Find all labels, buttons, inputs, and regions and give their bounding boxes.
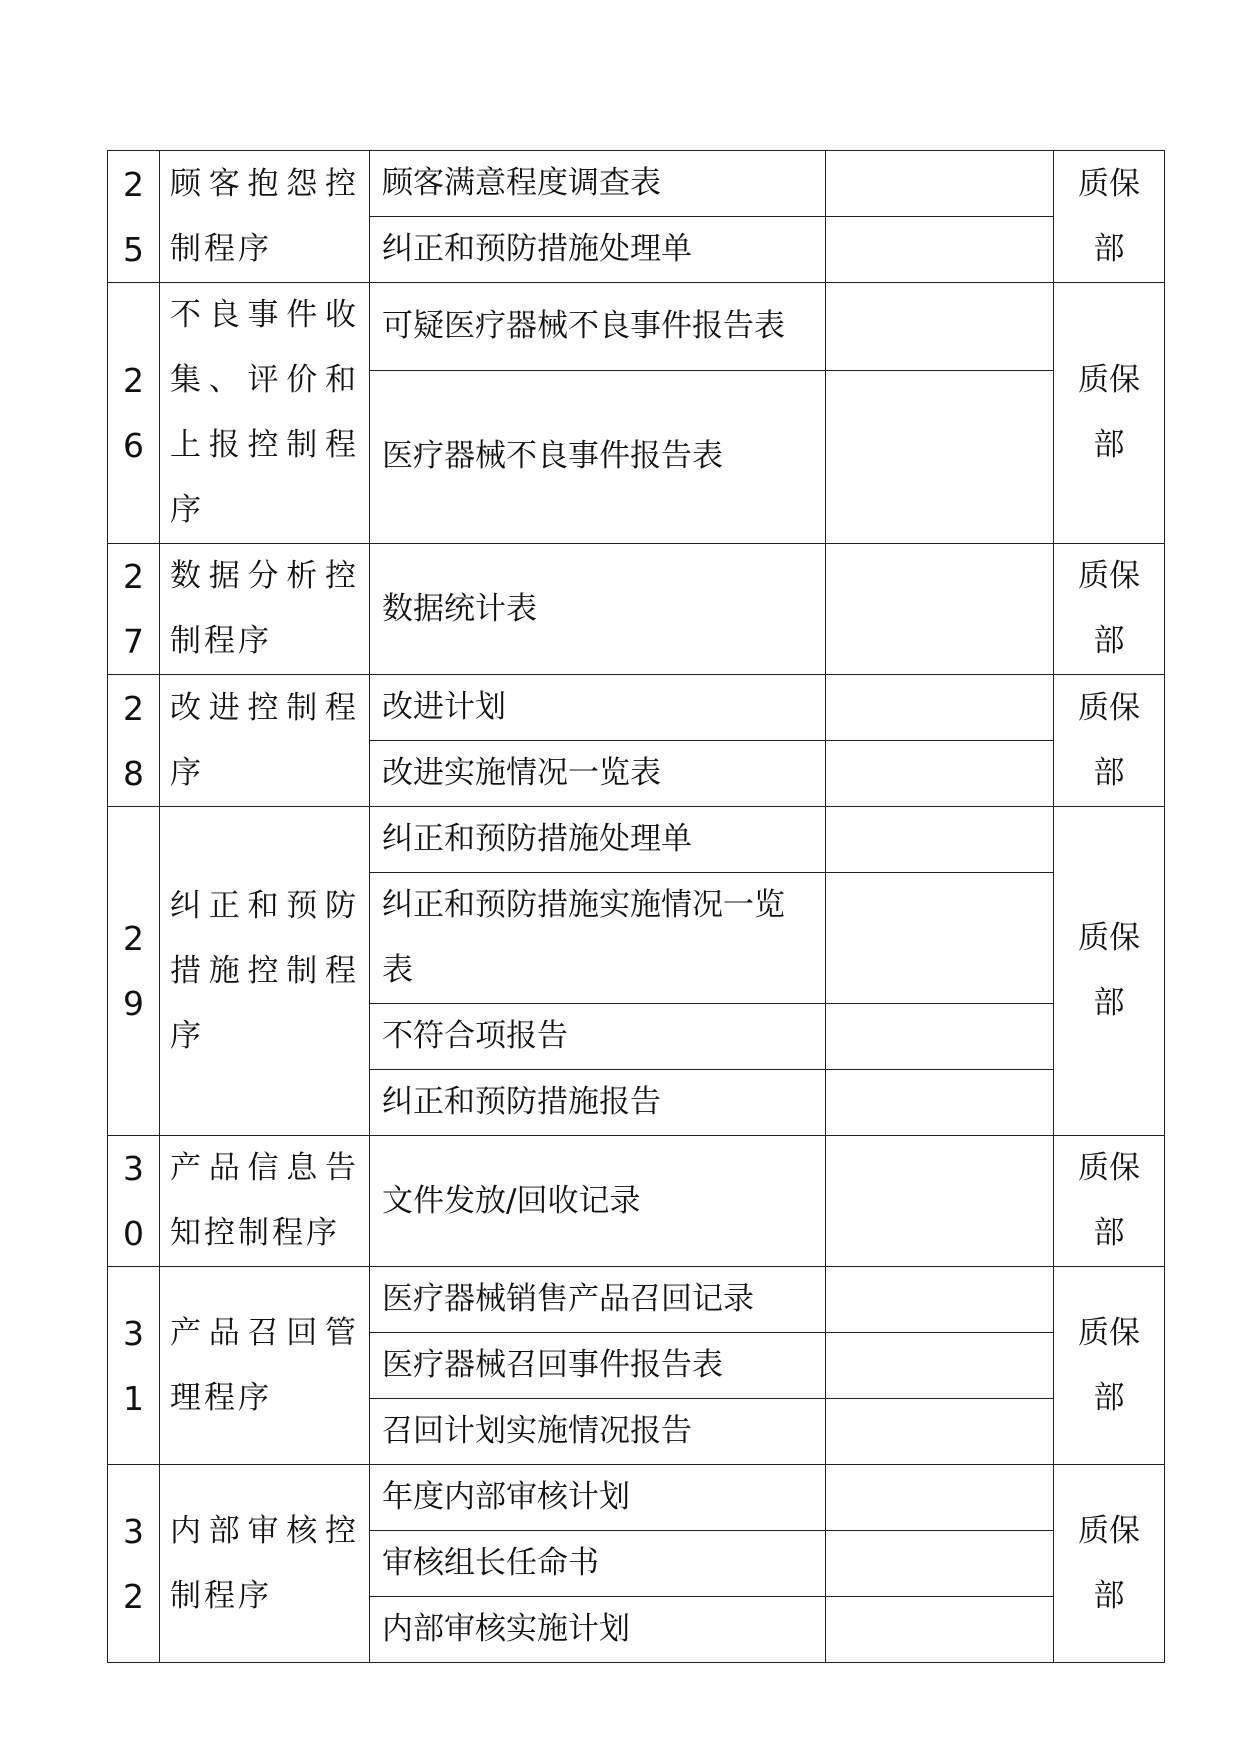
blank-cell: [826, 873, 1054, 1004]
form-name: 召回计划实施情况报告: [370, 1399, 826, 1465]
blank-cell: [826, 1399, 1054, 1465]
blank-cell: [826, 1004, 1054, 1070]
form-name: 改进实施情况一览表: [370, 741, 826, 807]
table-row: [108, 544, 1165, 675]
form-name: 纠正和预防措施报告: [370, 1070, 826, 1136]
item-number: 2 8: [108, 675, 160, 807]
department: 质保 部: [1054, 807, 1165, 1136]
form-name: 数据统计表: [370, 544, 826, 675]
form-name: 内部审核实施计划: [370, 1597, 826, 1663]
procedure-name: 产品信息告知控制程序: [160, 1136, 370, 1267]
blank-cell: [826, 675, 1054, 741]
form-name: 改进计划: [370, 675, 826, 741]
department: 质保 部: [1054, 283, 1165, 544]
department: 质保 部: [1054, 1267, 1165, 1465]
procedure-name: 数据分析控制程序: [160, 544, 370, 675]
department: 质保 部: [1054, 1465, 1165, 1663]
blank-cell: [826, 544, 1054, 675]
department: 质保 部: [1054, 544, 1165, 675]
item-number: 3 0: [108, 1136, 160, 1267]
department: 质保 部: [1054, 1136, 1165, 1267]
form-name: 顾客满意程度调查表: [370, 151, 826, 217]
table-row: [108, 807, 1165, 873]
table-row: [108, 675, 1165, 741]
records-table: [107, 150, 1165, 1663]
form-name: 文件发放/回收记录: [370, 1136, 826, 1267]
table-row: [108, 1136, 1165, 1267]
procedure-name: 纠正和预防措施控制程序: [160, 807, 370, 1136]
form-name: 年度内部审核计划: [370, 1465, 826, 1531]
form-name: 医疗器械召回事件报告表: [370, 1333, 826, 1399]
form-name: 纠正和预防措施处理单: [370, 807, 826, 873]
blank-cell: [826, 1136, 1054, 1267]
form-name: 不符合项报告: [370, 1004, 826, 1070]
item-number: 3 1: [108, 1267, 160, 1465]
blank-cell: [826, 1597, 1054, 1663]
blank-cell: [826, 370, 1054, 543]
department: 质保 部: [1054, 151, 1165, 283]
form-name: 纠正和预防措施实施情况一览表: [370, 873, 826, 1004]
department: 质保 部: [1054, 675, 1165, 807]
form-name: 审核组长任命书: [370, 1531, 826, 1597]
blank-cell: [826, 217, 1054, 283]
blank-cell: [826, 807, 1054, 873]
blank-cell: [826, 1070, 1054, 1136]
item-number: 2 5: [108, 151, 160, 283]
table-row: [108, 1267, 1165, 1333]
procedure-name: 不良事件收集、评价和上报控制程序: [160, 283, 370, 544]
procedure-name: 改进控制程序: [160, 675, 370, 807]
blank-cell: [826, 741, 1054, 807]
blank-cell: [826, 151, 1054, 217]
table-row: [108, 1465, 1165, 1531]
blank-cell: [826, 1531, 1054, 1597]
form-name: 纠正和预防措施处理单: [370, 217, 826, 283]
item-number: 2 9: [108, 807, 160, 1136]
item-number: 3 2: [108, 1465, 160, 1663]
item-number: 2 7: [108, 544, 160, 675]
procedure-name: 内部审核控制程序: [160, 1465, 370, 1663]
table-row: [108, 283, 1165, 371]
blank-cell: [826, 283, 1054, 371]
procedure-name: 顾客抱怨控制程序: [160, 151, 370, 283]
blank-cell: [826, 1333, 1054, 1399]
form-name: 医疗器械不良事件报告表: [370, 370, 826, 543]
blank-cell: [826, 1465, 1054, 1531]
procedure-name: 产品召回管理程序: [160, 1267, 370, 1465]
table-row: [108, 151, 1165, 217]
form-name: 医疗器械销售产品召回记录: [370, 1267, 826, 1333]
item-number: 2 6: [108, 283, 160, 544]
form-name: 可疑医疗器械不良事件报告表: [370, 283, 826, 371]
blank-cell: [826, 1267, 1054, 1333]
